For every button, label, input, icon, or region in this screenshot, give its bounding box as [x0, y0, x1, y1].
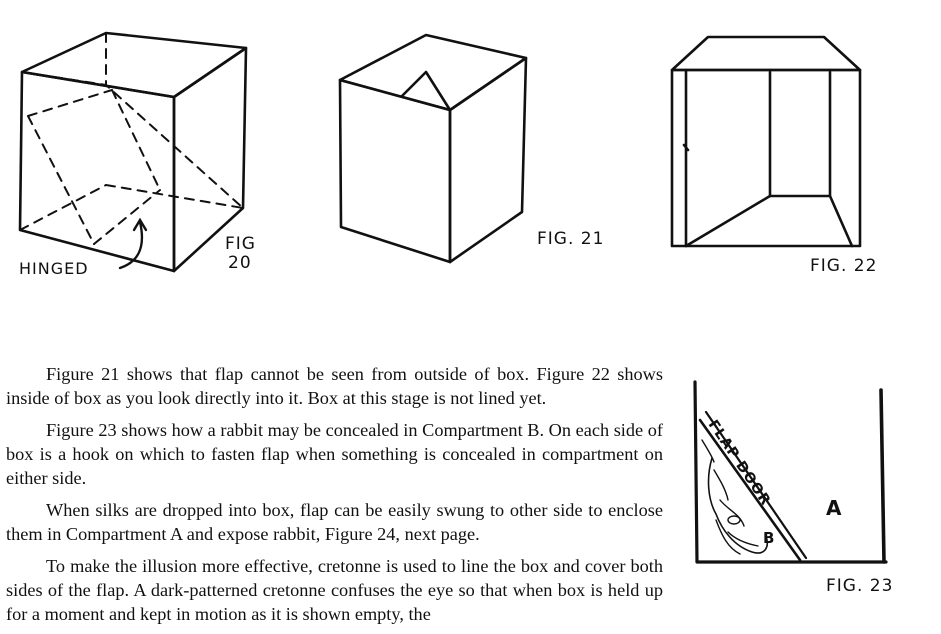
flap-door-label: FLAP DOOR	[704, 417, 774, 509]
fig-22-label: FIG. 22	[810, 256, 878, 276]
paragraph-2: Figure 23 shows how a rabbit may be concealed in Compartment B. On each side of box is a hook on which to fasten flap when something is concealed in compartment on either side.	[6, 420, 663, 488]
fig-23-label: FIG. 23	[826, 576, 894, 596]
fig-20-label-line2: 20	[228, 253, 252, 273]
paragraph-1: Figure 21 shows that flap cannot be seen from outside of box. Figure 22 shows inside of box as you look directly into it. Box at this stage is not lined yet.	[6, 364, 663, 408]
compartment-a-label: A	[826, 496, 843, 520]
fig-21-label: FIG. 21	[537, 229, 605, 249]
paragraph-3: When silks are dropped into box, flap can be easily swung to other side to enclose them in Compartment A and expose rabbit, Figure 24, next page.	[6, 500, 663, 544]
fig-20-label-line1: FIG	[225, 234, 256, 254]
hinged-annotation: HINGED	[19, 259, 89, 278]
compartment-b-label: B	[763, 529, 776, 547]
body-text	[6, 362, 663, 634]
paragraph-4: To make the illusion more effective, cretonne is used to line the box and cover both sides of the flap. A dark-patterned cretonne confuses the eye so that when box is held up for a moment and kept in motion as it is shown empty, the	[6, 556, 663, 624]
